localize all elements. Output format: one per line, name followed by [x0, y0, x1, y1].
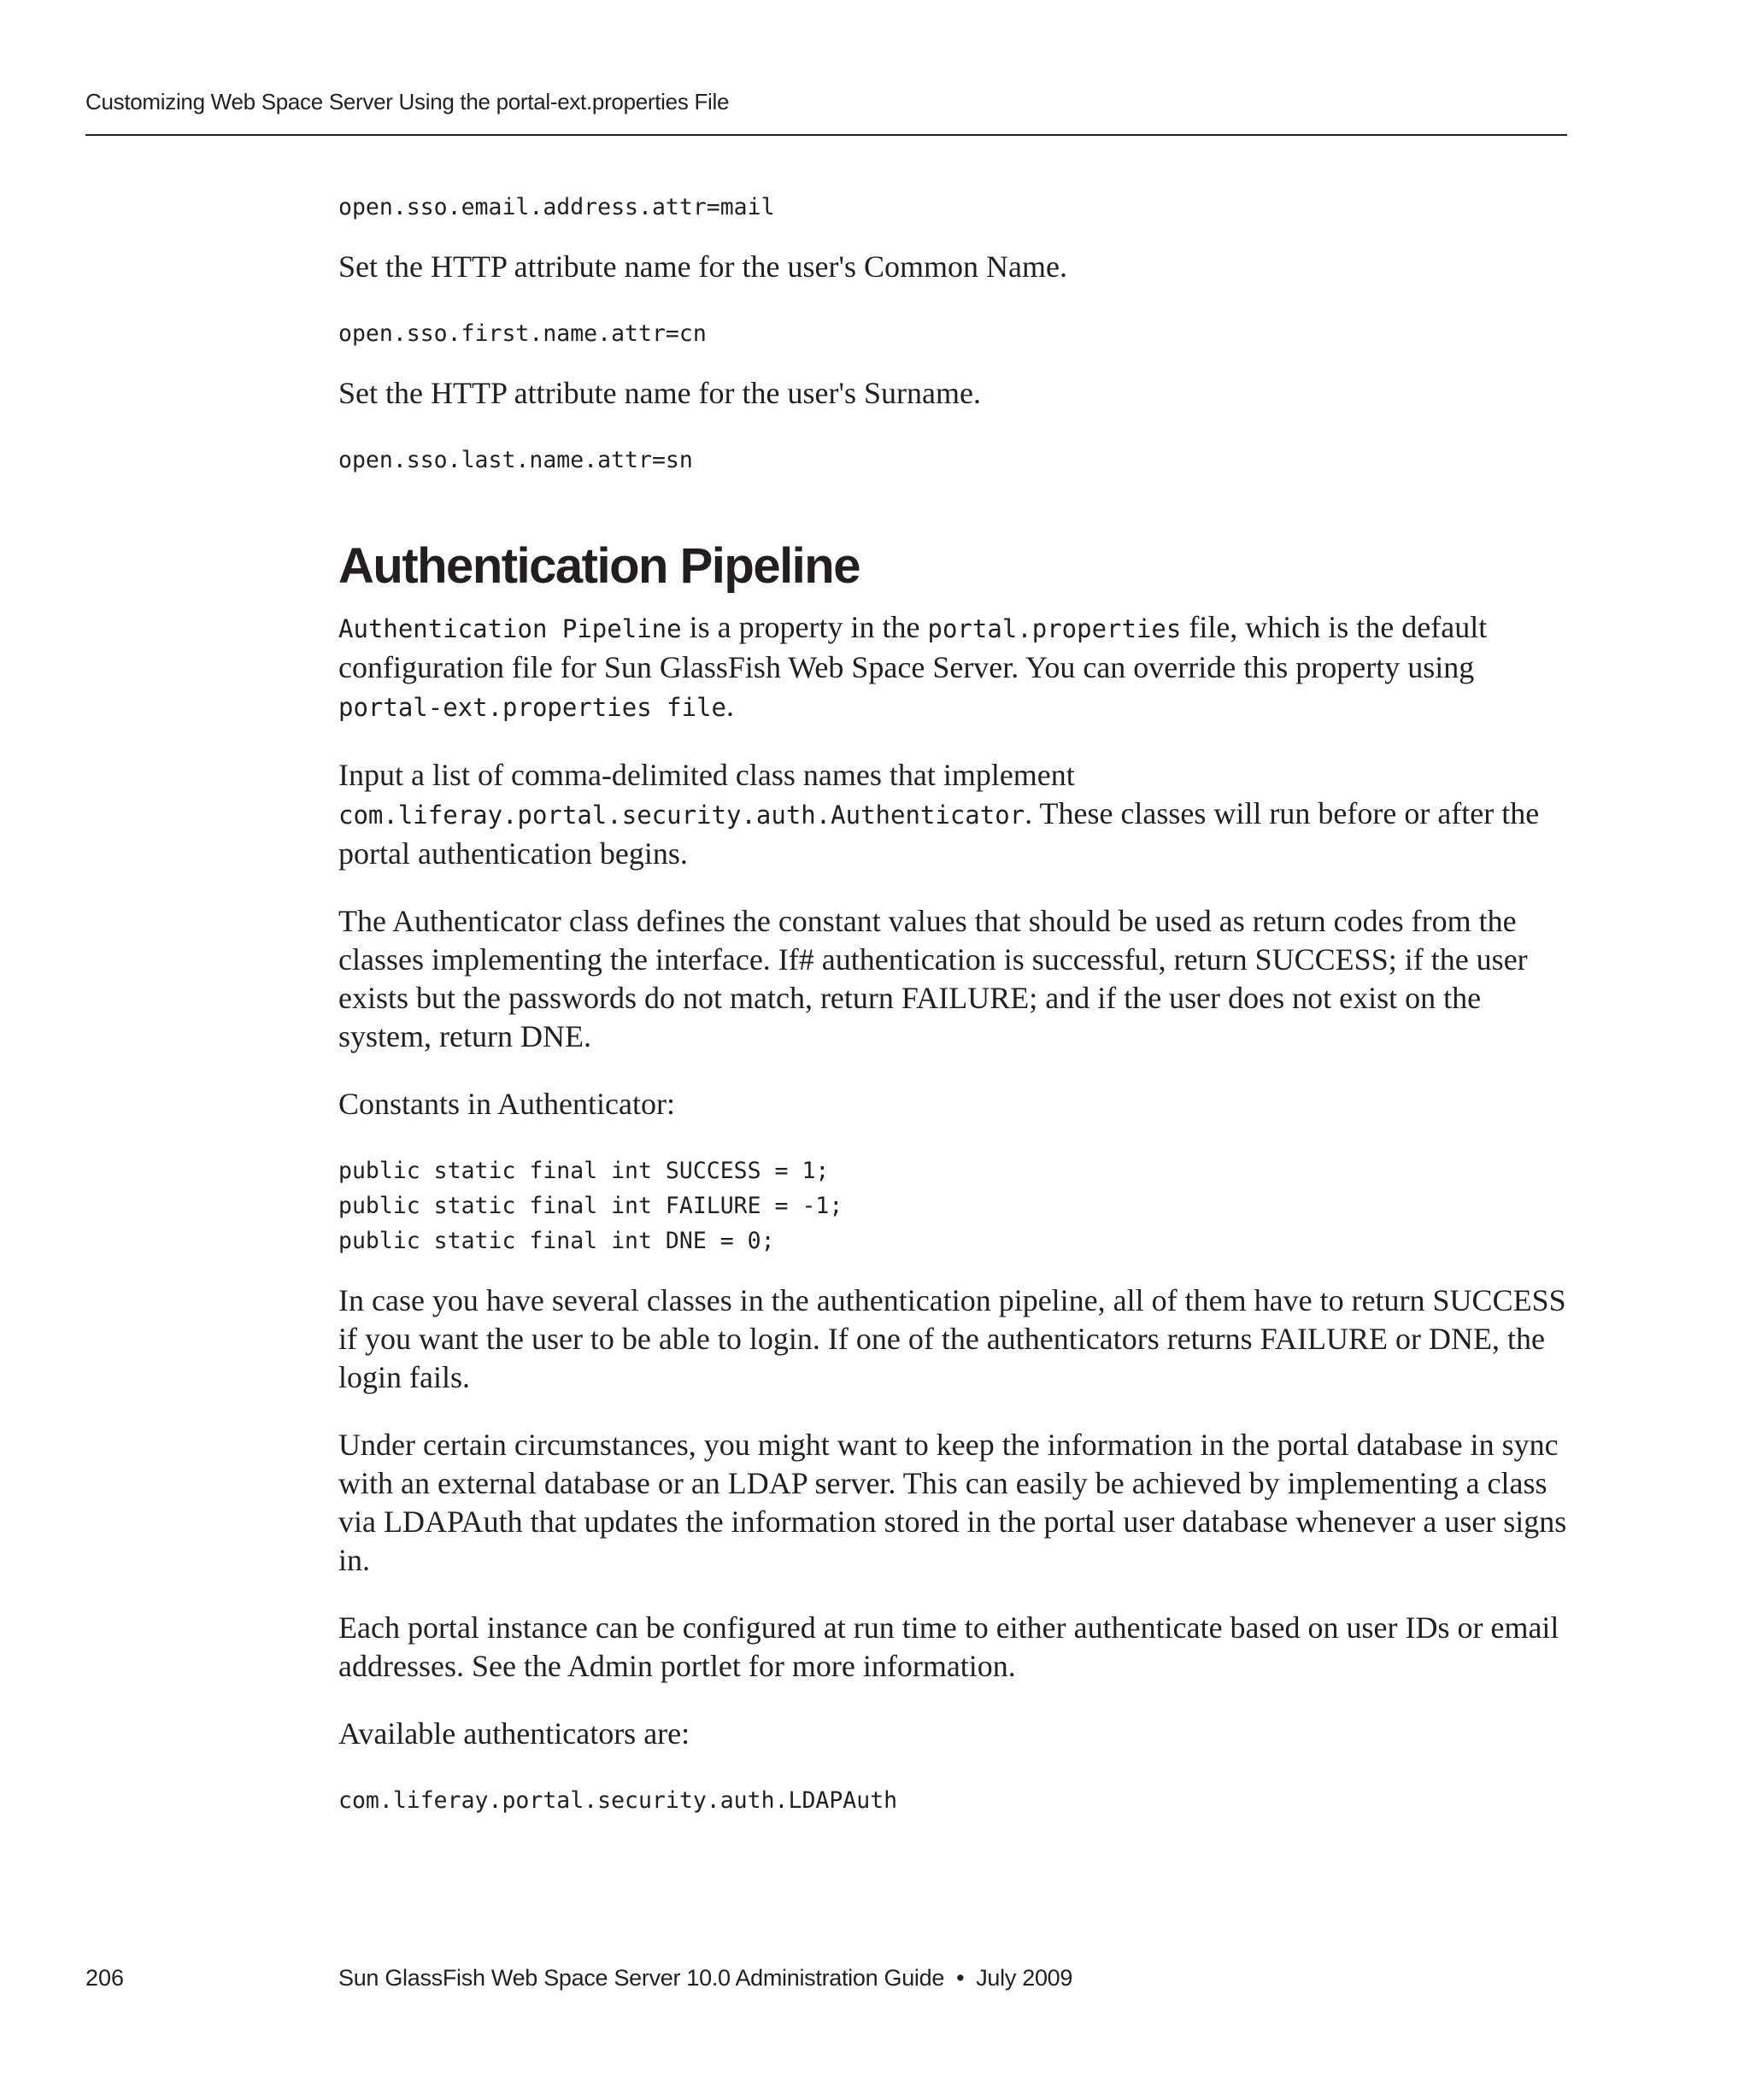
footer-date: July 2009 [976, 1965, 1073, 1991]
inline-code: portal.properties [927, 614, 1182, 643]
code-line: public static final int DNE = 0; [338, 1228, 775, 1254]
page-content [338, 190, 1577, 1818]
footer-bullet: • [956, 1965, 965, 1991]
paragraph-surname: Set the HTTP attribute name for the user's Surname. [338, 376, 981, 410]
page-number: 206 [85, 1965, 125, 1991]
paragraph-portal-instance: Each portal instance can be configured at run time to either authenticate based on user IDs or email addresses. See the Admin portlet for more information. [338, 1610, 1559, 1683]
paragraph-text: . [725, 689, 734, 723]
paragraph-input-list [338, 756, 1577, 873]
paragraph-text: Input a list of comma-delimited class names that implement [338, 758, 1075, 792]
code-ldapauth: com.liferay.portal.security.auth.LDAPAuth [338, 1787, 898, 1814]
inline-code: Authentication Pipeline [338, 614, 682, 643]
paragraph-available: Available authenticators are: [338, 1716, 690, 1751]
code-line: public static final int FAILURE = -1; [338, 1193, 843, 1219]
paragraph-authenticator-class: The Authenticator class defines the constant values that should be used as return codes from the classes implementing the interface. If# authentication is successful, return SUCCESS; if the user exists but the passwords do not match, return FAILURE; and if the user does not exist on the system, return DNE. [338, 904, 1528, 1053]
code-block-constants [338, 1153, 1577, 1258]
code-last-name-attr: open.sso.last.name.attr=sn [338, 447, 693, 473]
paragraph-constants-label: Constants in Authenticator: [338, 1087, 675, 1121]
footer-book-title [338, 1965, 1072, 1991]
header-rule [85, 134, 1567, 136]
paragraph-text: . These classes will run before or after the portal authentication begins. [338, 796, 1540, 871]
inline-code: com.liferay.portal.security.auth.Authenticator [338, 801, 1025, 830]
paragraph-intro [338, 608, 1577, 727]
code-email-attr: open.sso.email.address.attr=mail [338, 194, 775, 220]
paragraph-text: file, which is the default configuration file for Sun GlassFish Web Space Server. You can override this property using [338, 610, 1488, 684]
section-heading: Authentication Pipeline [338, 538, 860, 594]
code-first-name-attr: open.sso.first.name.attr=cn [338, 320, 707, 347]
paragraph-sync: Under certain circumstances, you might want to keep the information in the portal database in sync with an external database or an LDAP server. This can easily be achieved by implementing a class via LDAPAuth that updates the information stored in the portal user database whenever a user signs in. [338, 1428, 1567, 1577]
running-header: Customizing Web Space Server Using the portal-ext.properties File [85, 89, 730, 114]
paragraph-several-classes: In case you have several classes in the authentication pipeline, all of them have to return SUCCESS if you want the user to be able to login. If one of the authenticators returns FAILURE or DNE, the login fails. [338, 1283, 1566, 1394]
footer-title-text: Sun GlassFish Web Space Server 10.0 Administration Guide [338, 1965, 945, 1991]
inline-code: portal-ext.properties file [338, 693, 726, 722]
code-line: public static final int SUCCESS = 1; [338, 1158, 830, 1184]
paragraph-common-name: Set the HTTP attribute name for the user's Common Name. [338, 249, 1067, 284]
paragraph-text: is a property in the [681, 610, 928, 644]
